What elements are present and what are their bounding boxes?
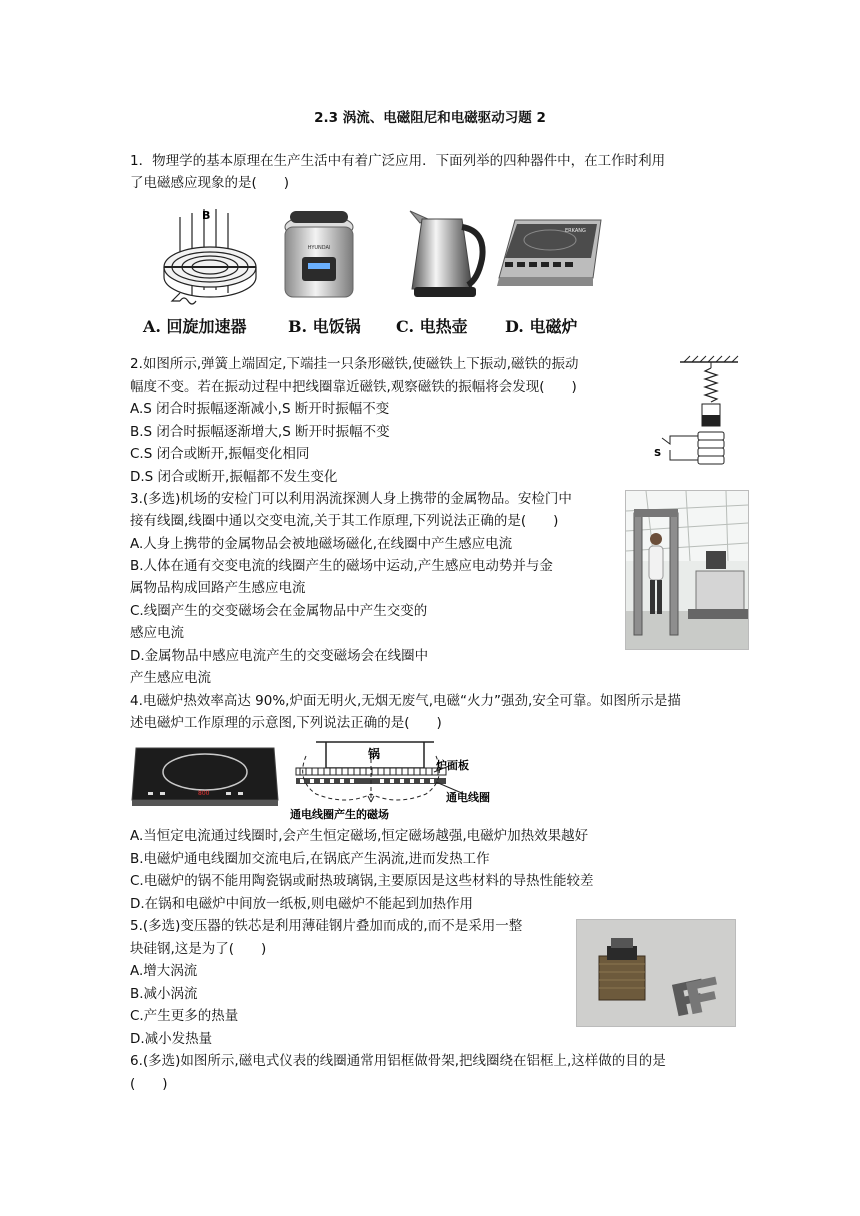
q3-option-d-line1: D.金属物品中感应电流产生的交变磁场会在线圈中 (130, 648, 429, 664)
q1-option-c: C. 电热壶 (396, 317, 468, 336)
q3-option-b-line1: B.人体在通有交变电流的线圈产生的磁场中运动,产生感应电动势并与金 (130, 558, 553, 574)
panel-label: 炉面板 (436, 759, 469, 772)
q1-option-d: D. 电磁炉 (505, 317, 578, 336)
kettle-figure (398, 205, 493, 305)
q5-option-a: A.增大涡流 (130, 963, 198, 979)
q5-option-b: B.减小涡流 (130, 986, 198, 1002)
q3-text-line1: 3.(多选)机场的安检门可以利用涡流探测人身上携带的金属物品。安检门中 (130, 491, 572, 507)
q2-option-a: A.S 闭合时振幅逐渐减小,S 断开时振幅不变 (130, 401, 390, 417)
q1-text-line1: 1．物理学的基本原理在生产生活中有着广泛应用．下面列举的四种器件中，在工作时利用 (130, 153, 666, 169)
q3-option-d-line2: 产生感应电流 (130, 670, 211, 686)
security-gate-photo (625, 490, 749, 650)
q5-option-d: D.减小发热量 (130, 1031, 213, 1047)
q4-option-d: D.在锅和电磁炉中间放一纸板,则电磁炉不能起到加热作用 (130, 896, 473, 912)
q2-option-c: C.S 闭合或断开,振幅变化相同 (130, 446, 310, 462)
q4-option-c: C.电磁炉的锅不能用陶瓷锅或耐热玻璃锅,主要原因是这些材料的导热性能较差 (130, 873, 594, 889)
q4-option-b: B.电磁炉通电线圈加交流电后,在锅底产生涡流,进而发热工作 (130, 851, 490, 867)
induction-principle-diagram (286, 738, 501, 823)
q4-text-line1: 4.电磁炉热效率高达 90%,炉面无明火,无烟无废气,电磁“火力”强劲,安全可靠。如图所示是描 (130, 693, 681, 709)
q5-text-line1: 5.(多选)变压器的铁芯是利用薄硅钢片叠加而成的,而不是采用一整 (130, 918, 523, 934)
rice-cooker-figure (278, 207, 360, 307)
q3-option-c-line2: 感应电流 (130, 625, 184, 641)
q1-option-a: A. 回旋加速器 (143, 317, 247, 336)
q3-option-c-line1: C.线圈产生的交变磁场会在金属物品中产生交变的 (130, 603, 428, 619)
pot-label: 锅 (368, 747, 381, 761)
q1-text-line2: 了电磁感应现象的是( ) (130, 175, 290, 191)
q3-option-a: A.人身上携带的金属物品会被地磁场磁化,在线圈中产生感应电流 (130, 536, 513, 552)
q5-option-c: C.产生更多的热量 (130, 1008, 239, 1024)
induction-brand-label: ERKANG (565, 228, 586, 234)
q4-option-a: A.当恒定电流通过线圈时,会产生恒定磁场,恒定磁场越强,电磁炉加热效果越好 (130, 828, 589, 844)
q5-text-line2: 块硅钢,这是为了( ) (130, 941, 267, 957)
cyclotron-figure (150, 205, 270, 310)
q6-text-line2: ( ) (130, 1076, 168, 1092)
coil-label: 通电线圈 (446, 791, 490, 804)
spring-magnet-figure (650, 354, 740, 469)
q2-text-line2: 幅度不变。若在振动过程中把线圈靠近磁铁,观察磁铁的振幅将会发现( ) (130, 379, 577, 395)
switch-s-label: S (654, 448, 662, 459)
field-b-label: B (202, 209, 211, 222)
cooktop-display: 800 (198, 790, 210, 797)
q4-text-line2: 述电磁炉工作原理的示意图,下列说法正确的是( ) (130, 715, 442, 731)
cooker-brand-label: HYUNDAI (307, 245, 331, 251)
q6-text-line1: 6.(多选)如图所示,磁电式仪表的线圈通常用铝框做骨架,把线圈绕在铝框上,这样做的目的是 (130, 1053, 666, 1069)
q2-option-b: B.S 闭合时振幅逐渐增大,S 断开时振幅不变 (130, 424, 390, 440)
q2-option-d: D.S 闭合或断开,振幅都不发生变化 (130, 469, 338, 485)
q2-text-line1: 2.如图所示,弹簧上端固定,下端挂一只条形磁铁,使磁铁上下振动,磁铁的振动 (130, 356, 579, 372)
page-title: 2.3 涡流、电磁阻尼和电磁驱动习题 2 (314, 110, 546, 126)
q3-text-line2: 接有线圈,线圈中通以交变电流,关于其工作原理,下列说法正确的是( ) (130, 513, 559, 529)
q1-option-b: B. 电饭锅 (288, 317, 361, 336)
induction-cooker-figure (495, 218, 607, 298)
q3-option-b-line2: 属物品构成回路产生感应电流 (130, 580, 306, 596)
transformer-photo (576, 919, 736, 1027)
field-label: 通电线圈产生的磁场 (290, 808, 389, 821)
induction-cooktop-photo (130, 744, 280, 814)
